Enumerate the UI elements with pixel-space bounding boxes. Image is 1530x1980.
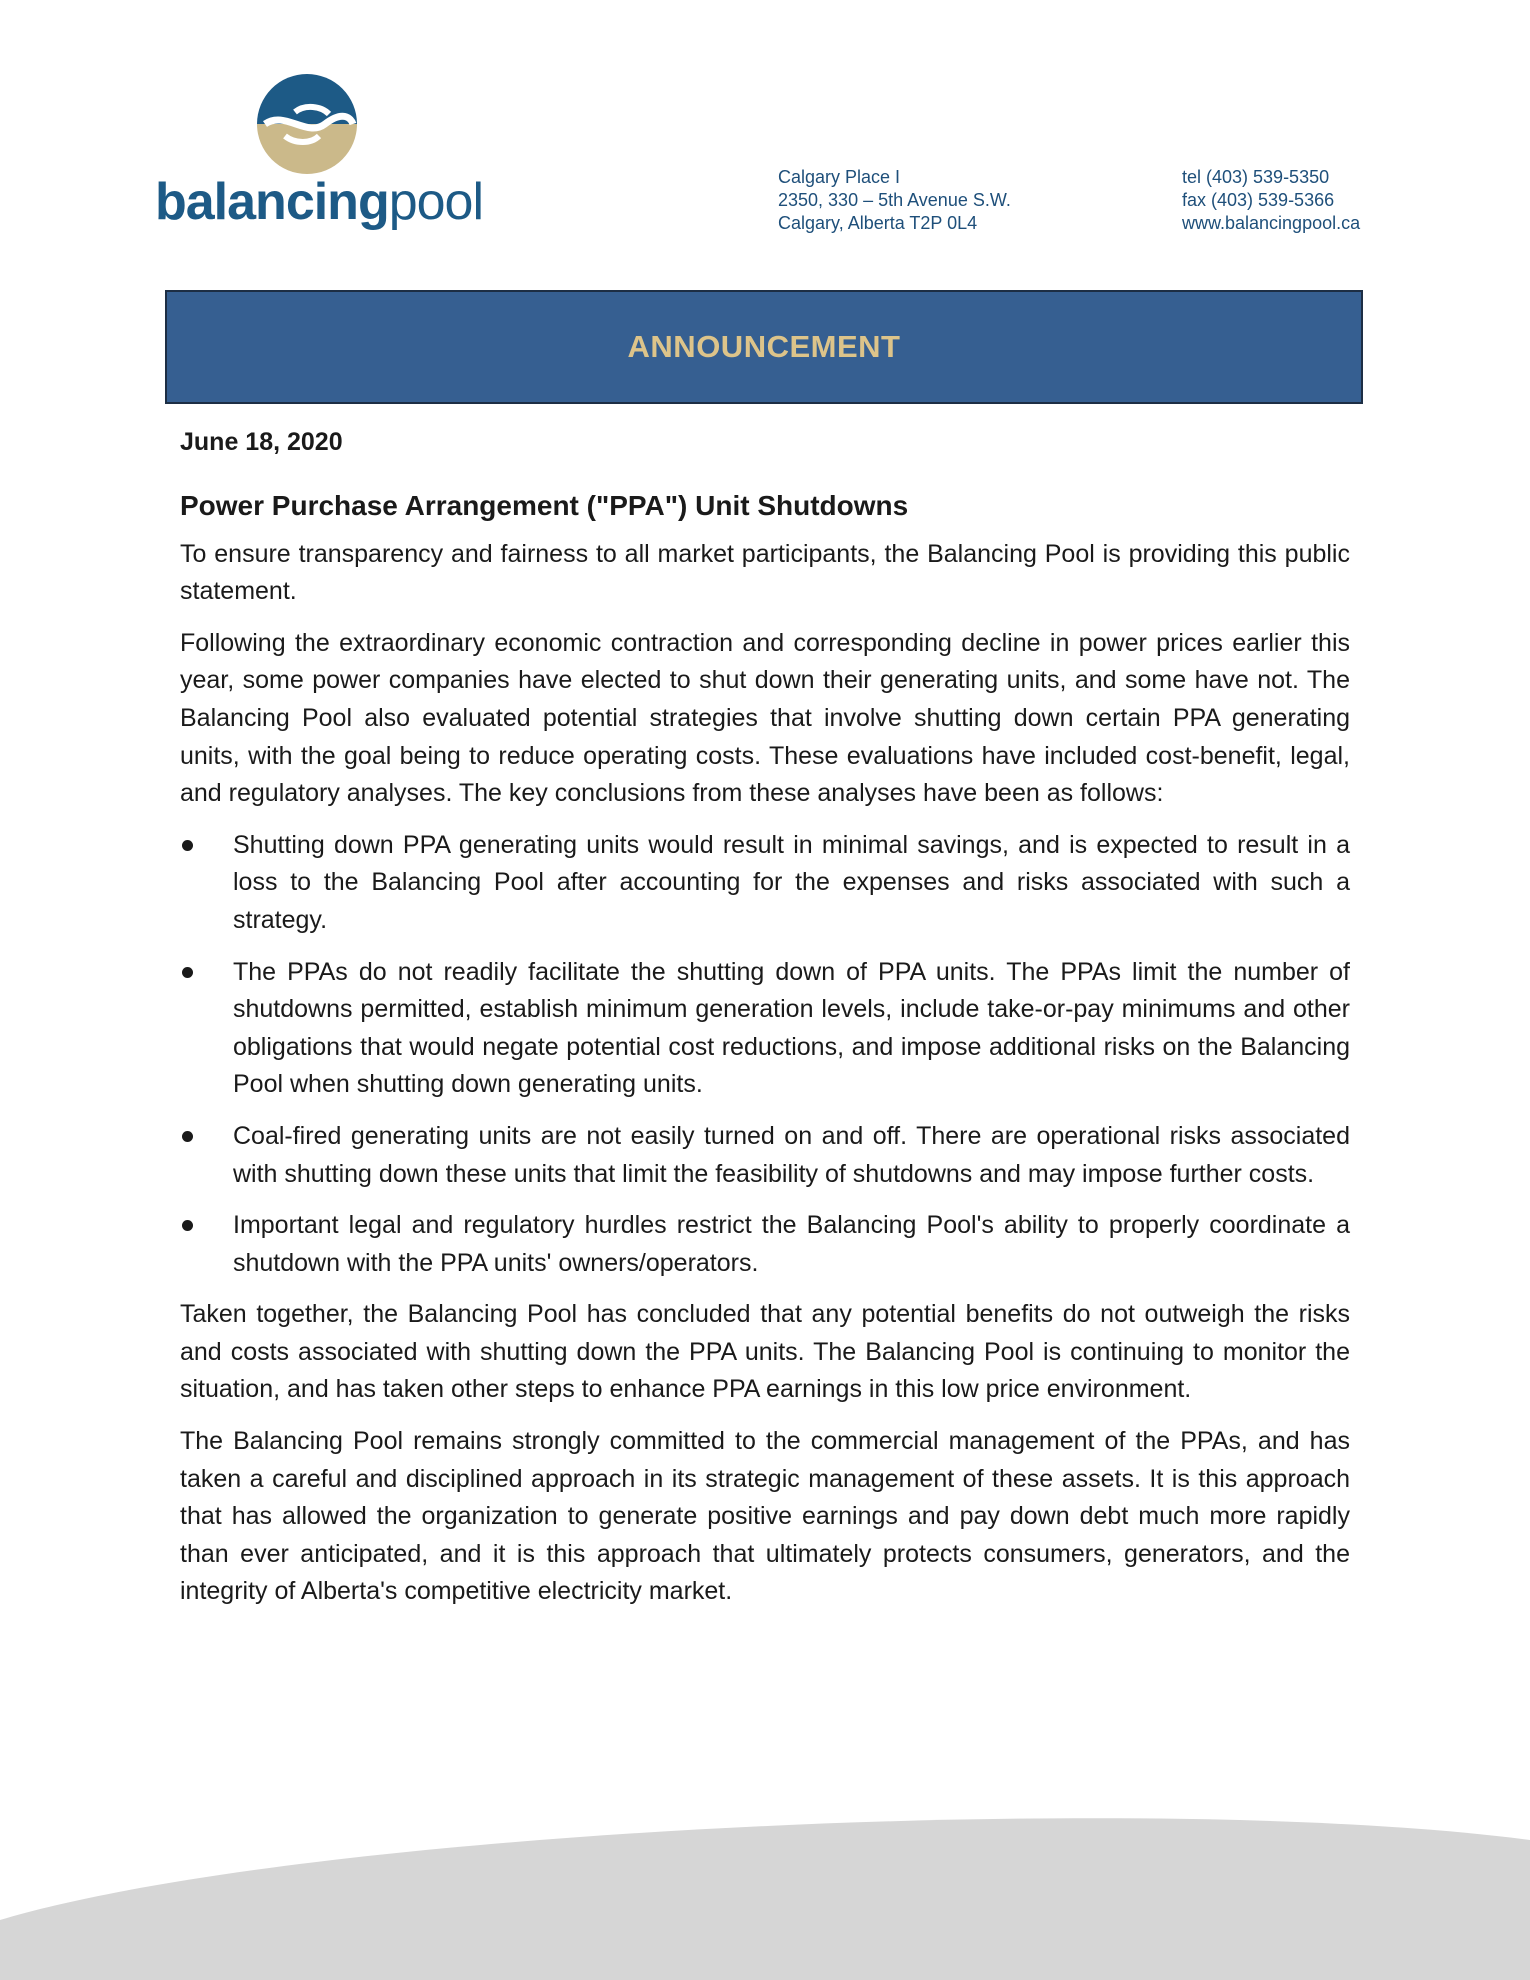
logo-wordmark [155,172,483,232]
contact-fax: fax (403) 539-5366 [1182,190,1335,210]
contact-tel: tel (403) 539-5350 [1182,167,1330,187]
list-item [180,827,1350,940]
conclusions-list [180,827,1350,1283]
logo-mark-icon [255,72,359,176]
address-line-3: Calgary, Alberta T2P 0L4 [778,213,978,233]
paragraph-intro: To ensure transparency and fairness to all market participants, the Balancing Pool is providing this public statement. [180,539,1350,606]
bullet-icon [182,840,193,851]
paragraph-context: Following the extraordinary economic contraction and corresponding decline in power prices earlier this year, some power companies have elected to shut down their generating units, and some have not. The Balancing Pool also evaluated potential strategies that involve shutting down certain PPA generating units, with the goal being to reduce operating costs. These evaluations have included cost-benefit, legal, and regulatory analyses. The key conclusions from these analyses have been as follows: [180,628,1350,808]
document-body [180,424,1350,1625]
address-block [778,166,1011,235]
bullet-icon [182,1220,193,1231]
address-line-1: Calgary Place I [778,167,901,187]
list-item-text: The PPAs do not readily facilitate the shutting down of PPA units. The PPAs limit the number of shutdowns permitted, establish minimum generation levels, include take-or-pay minimums and other obligations that would negate potential cost reductions, and impose additional risks on the Balancing Pool when shutting down generating units. [233,957,1350,1099]
list-item-text: Important legal and regulatory hurdles restrict the Balancing Pool's ability to properly coordinate a shutdown with the PPA units' owners/operators. [233,1211,1350,1277]
logo-text-bold: balancing [155,173,389,231]
list-item [180,954,1350,1104]
contact-block [1182,166,1360,235]
paragraph-conclusion: Taken together, the Balancing Pool has concluded that any potential benefits do not outweigh the risks and costs associated with shutting down the PPA units. The Balancing Pool is continuing to monitor the situation, and has taken other steps to enhance PPA earnings in this low price environment. [180,1300,1350,1404]
paragraph-commitment: The Balancing Pool remains strongly committed to the commercial management of the PPAs, and has taken a careful and disciplined approach in its strategic management of these assets. It is this approach that has allowed the organization to generate positive earnings and pay down debt much more rapidly than ever anticipated, and it is this approach that ultimately protects consumers, generators, and the integrity of Alberta's competitive electricity market. [180,1427,1350,1606]
contact-website: www.balancingpool.ca [1182,213,1361,233]
banner-title: ANNOUNCEMENT [627,329,901,364]
logo-text-light: pool [388,173,484,231]
list-item-text: Shutting down PPA generating units would result in minimal savings, and is expected to result in a loss to the Balancing Pool after accounting for the expenses and risks associated with such a strategy. [233,830,1350,934]
address-line-2: 2350, 330 – 5th Avenue S.W. [778,190,1011,210]
footer-swoosh [0,1800,1530,1980]
document-heading: Power Purchase Arrangement ("PPA") Unit Shutdowns [180,489,909,521]
announcement-banner [165,290,1363,404]
balancing-pool-logo [155,70,484,240]
list-item-text: Coal-fired generating units are not easily turned on and off. There are operational risks associated with shutting down these units that limit the feasibility of shutdowns and may impose further costs. [233,1121,1350,1188]
list-item [180,1207,1350,1282]
document-date: June 18, 2020 [180,428,343,456]
bullet-icon [182,1131,193,1142]
list-item [180,1118,1350,1193]
bullet-icon [182,967,193,978]
